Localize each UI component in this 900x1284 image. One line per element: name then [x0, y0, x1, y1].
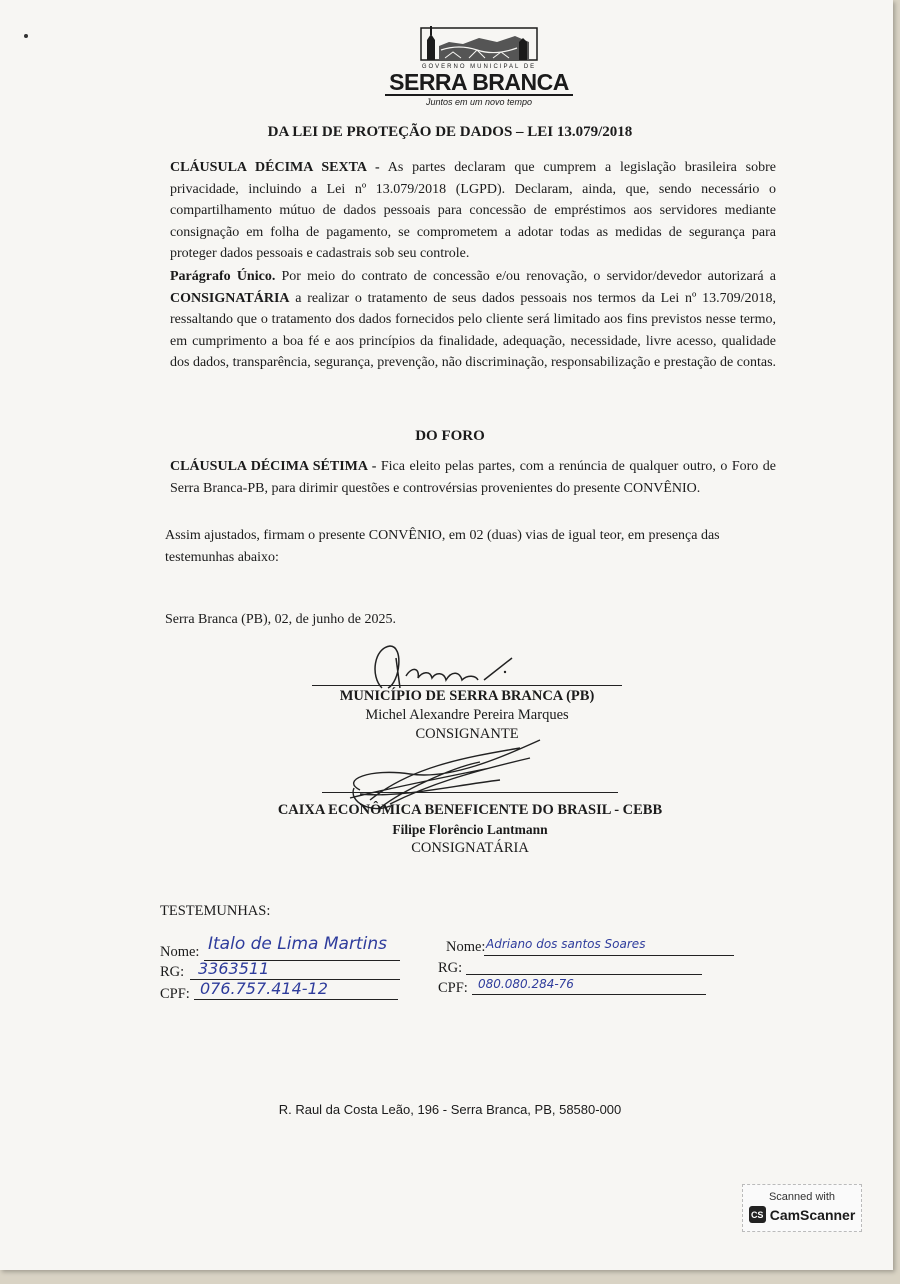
- consignataria-term: CONSIGNATÁRIA: [170, 290, 290, 306]
- signatory-1-entity: MUNICÍPIO DE SERRA BRANCA (PB): [339, 688, 595, 704]
- signatory-consignataria: [200, 801, 740, 858]
- sole-paragraph: [170, 266, 776, 374]
- place-date: Serra Branca (PB), 02, de junho de 2025.: [165, 612, 396, 627]
- sole-paragraph-text-2: a realizar o tratamento de seus dados pessoais nos termos da Lei nº 13.709/2018, ressaltando que o tratamento dos dados fornecidos pelo cliente será limitado aos fins previstos nesse termo, em cumprimento a boa fé e aos princípios da finalidade, adequação, necessidade, livre acesso, qualidade dos dados, transparência, segurança, prevenção, não discriminação, responsabilização e prestação de contas.: [170, 290, 777, 370]
- witness-2-cpf-line: [472, 994, 706, 995]
- witness-2-rg-label: RG:: [438, 960, 463, 976]
- witness-1-name: Italo de Lima Martins: [208, 934, 387, 954]
- signatory-1-person: Michel Alexandre Pereira Marques: [365, 707, 569, 723]
- witness-1-cpf-line: [194, 999, 398, 1000]
- signatory-2-person: Filipe Florêncio Lantmann: [392, 822, 548, 837]
- camscanner-logo-icon: CS: [749, 1206, 766, 1223]
- sole-paragraph-text-1: Por meio do contrato de concessão e/ou renovação, o servidor/devedor autorizará a: [275, 269, 776, 284]
- witness-2-cpf-label: CPF:: [438, 980, 468, 996]
- clause-16: [170, 157, 776, 265]
- signatory-2-role: CONSIGNATÁRIA: [411, 840, 529, 856]
- foro-section-title: DO FORO: [415, 428, 485, 444]
- municipal-logo: [384, 20, 574, 107]
- witness-1-rg: 3363511: [198, 959, 270, 978]
- camscanner-badge: [742, 1184, 862, 1232]
- footer-address: R. Raul da Costa Leão, 196 - Serra Branca, PB, 58580-000: [278, 1102, 622, 1117]
- witnesses-title: TESTEMUNHAS:: [160, 903, 271, 919]
- scan-dot: [24, 34, 28, 38]
- witness-2-cpf: 080.080.284-76: [478, 977, 574, 991]
- clause-16-lead: CLÁUSULA DÉCIMA SEXTA -: [170, 160, 380, 175]
- clause-17: [170, 456, 776, 499]
- closing-text: Assim ajustados, firmam o presente CONVÊNIO, em 02 (duas) vias de igual teor, em presença das testemunhas abaixo:: [165, 528, 720, 565]
- witness-2-name-label: Nome:: [446, 939, 486, 955]
- witness-1-name-label: Nome:: [160, 944, 200, 960]
- witness-2-rg-line: [466, 974, 702, 975]
- camscanner-brand: [743, 1206, 861, 1223]
- camscanner-label: CamScanner: [769, 1206, 856, 1223]
- scanned-with-label: Scanned with: [768, 1191, 836, 1203]
- signature-line-consignante: [312, 685, 622, 686]
- city-skyline-icon: [419, 20, 539, 62]
- gov-label: GOVERNO MUNICIPAL DE: [421, 64, 537, 70]
- signatory-1-role: CONSIGNANTE: [415, 726, 519, 742]
- signature-line-consignataria: [322, 792, 618, 793]
- witness-2-name-line: [484, 955, 734, 956]
- witness-1-cpf: 076.757.414-12: [200, 979, 328, 998]
- sole-paragraph-lead: Parágrafo Único.: [170, 269, 276, 284]
- witness-2-name: Adriano dos santos Soares: [486, 937, 646, 951]
- city-name: SERRA BRANCA: [385, 70, 573, 96]
- witness-1-rg-label: RG:: [160, 964, 185, 980]
- lgpd-section-title: DA LEI DE PROTEÇÃO DE DADOS – LEI 13.079/2018: [267, 124, 633, 140]
- signatory-2-entity: CAIXA ECONÔMICA BENEFICENTE DO BRASIL - CEBB: [277, 802, 663, 818]
- clause-16-text: As partes declaram que cumprem a legislação brasileira sobre privacidade, incluindo a Lei nº 13.079/2018 (LGPD). Declaram, ainda, que, sendo necessário o compartilhamento mútuo de dados pessoais para concessão de empréstimos aos servidores mediante consignação em folha de pagamento, se comprometem a adotar todas as medidas de segurança para proteger dados pessoais e cadastrais sob seu controle.: [170, 160, 776, 261]
- slogan: Juntos em um novo tempo: [425, 97, 533, 107]
- clause-17-text: Fica eleito pelas partes, com a renúncia de qualquer outro, o Foro de Serra Branca-PB, para dirimir questões e controvérsias provenientes do presente CONVÊNIO.: [170, 459, 776, 496]
- witness-1-cpf-label: CPF:: [160, 986, 190, 1002]
- clause-17-lead: CLÁUSULA DÉCIMA SÉTIMA -: [170, 459, 377, 474]
